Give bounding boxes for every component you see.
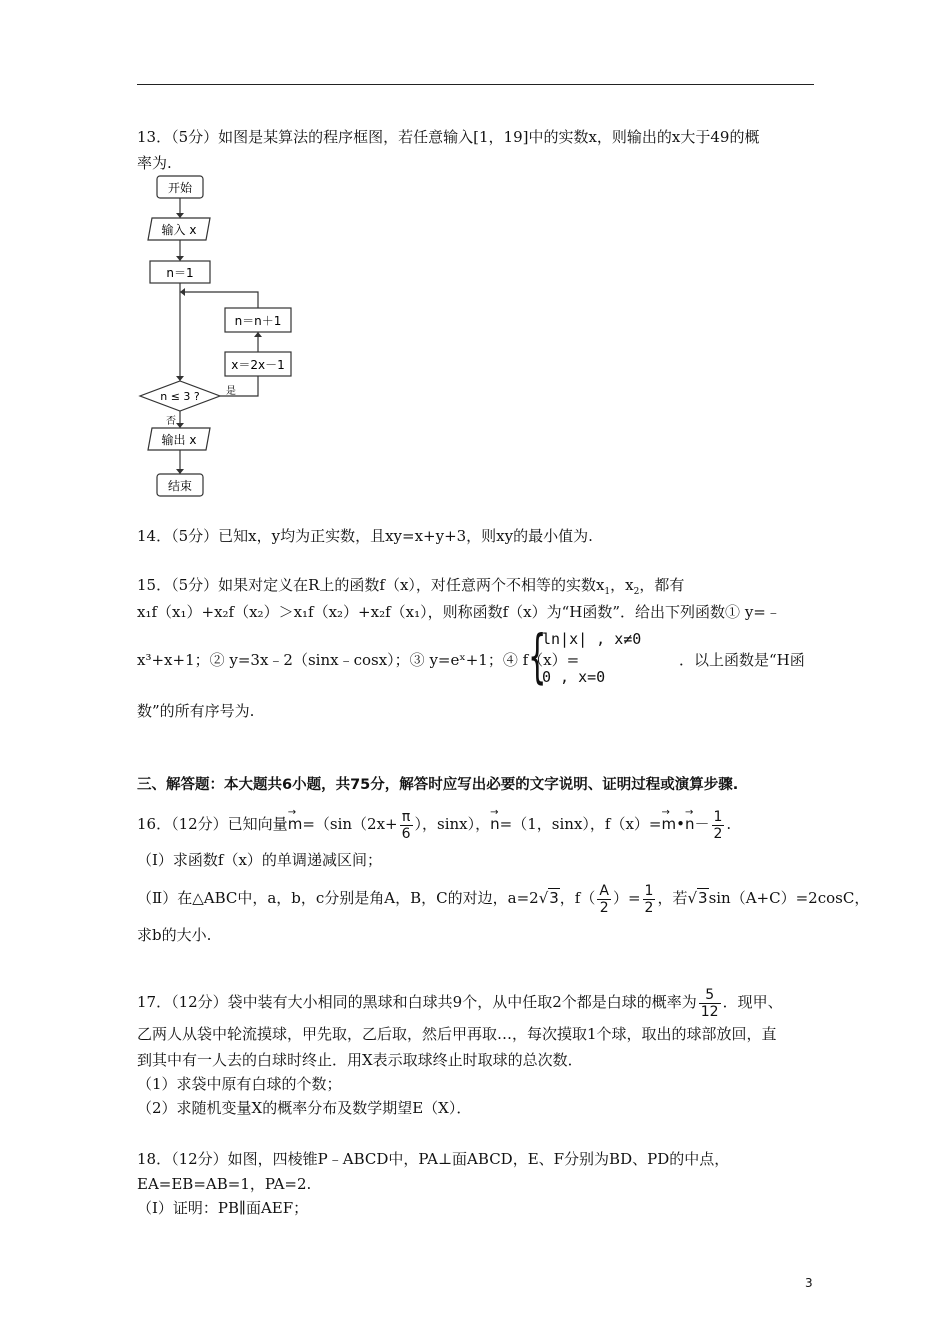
q16-n-expr: =（1，sinx），f（x）=	[499, 815, 662, 833]
q17-line1-a: 17．（12分）袋中装有大小相同的黑球和白球共9个，从中任取2个都是白球的概率为	[137, 993, 697, 1011]
q17-part1: （1）求袋中原有白球的个数；	[137, 1075, 342, 1093]
q16-m-expr-b: ），sinx），	[414, 815, 491, 833]
q15-line1-mid: ，x	[610, 576, 634, 594]
q16-m-expr-a: =（sin（2x+	[302, 815, 398, 833]
q16-part2-d: ，若	[657, 889, 688, 907]
q17-line3: 到其中有一人去的白球时终止．用X表示取球终止时取球的总次数．	[137, 1051, 583, 1069]
q15-line1-a: 15．（5分）如果对定义在R上的函数f（x），对任意两个不相等的实数x	[137, 576, 605, 594]
section-3-heading: 三、解答题：本大题共6小题，共75分，解答时应写出必要的文字说明、证明过程或演算步骤.	[137, 777, 739, 793]
q13-line2: 率为.	[137, 154, 172, 172]
minus-sign: －	[694, 815, 710, 833]
vector-n-2: → n	[685, 808, 695, 840]
frac-1-2	[712, 809, 725, 842]
flow-no-label: 否	[166, 416, 176, 427]
q18-line1: 18．（12分）如图，四棱锥P﹣ABCD中，PA⊥面ABCD，E、F分别为BD、PD的中点，	[137, 1150, 730, 1168]
frac-den: 6	[401, 825, 411, 842]
flow-output-label: 输出 x	[161, 433, 197, 447]
q15-sub1: 1	[604, 587, 611, 597]
q15-line2: x₁f（x₁）+x₂f（x₂）＞x₁f（x₂）+x₂f（x₁），则称函数f（x）为“H函数”．给出下列函数① y=﹣	[137, 603, 781, 621]
q16-part1: （Ⅰ）求函数f（x）的单调递减区间；	[137, 851, 382, 869]
q16-part2-b: ，f（	[559, 889, 596, 907]
flowchart	[130, 172, 310, 502]
q17-line1	[137, 986, 783, 1020]
q17-line2: 乙两人从袋中轮流摸球，甲先取，乙后取，然后甲再取…，每次摸取1个球，取出的球部放回，直	[137, 1025, 777, 1043]
frac-den: 2	[713, 825, 723, 842]
flow-input-label: 输入 x	[161, 223, 197, 237]
sqrt-radicand: 3	[698, 889, 708, 907]
frac-den: 12	[700, 1003, 719, 1020]
q15-line1	[137, 574, 684, 603]
piecewise-brace: {	[528, 622, 547, 690]
frac-num: 5	[699, 987, 721, 1004]
flow-yes-label: 是	[226, 386, 236, 397]
frac-A-2	[597, 883, 611, 916]
q16-part2-a: （Ⅱ）在△ABC中，a，b，c分别是角A，B，C的对边，a=2	[137, 889, 539, 907]
q15-line4: 数”的所有序号为.	[137, 702, 255, 720]
sqrt-radicand: 3	[549, 889, 559, 907]
frac-den: 2	[599, 899, 609, 916]
frac-5-12	[699, 987, 721, 1020]
q15-line1-end: ，都有	[639, 576, 685, 594]
q16-part2	[137, 882, 869, 916]
frac-num: π	[400, 809, 413, 826]
frac-num: 1	[644, 882, 654, 899]
q15-line3a: x³+x+1；② y=3x﹣2（sinx﹣cosx）；③ y=eˣ+1；④ f（x）=	[137, 651, 580, 669]
page-number: 3	[805, 1276, 813, 1290]
flow-init-label: n＝1	[166, 266, 194, 280]
q14-text: 14．（5分）已知x，y均为正实数，且xy=x+y+3，则xy的最小值为.	[137, 527, 593, 545]
q15-sub2: 2	[633, 587, 640, 597]
q16-prefix: 16．（12分）已知向量	[137, 815, 288, 833]
piecewise-row2: 0 , x=0	[542, 668, 606, 686]
q18-part1: （Ⅰ）证明：PB∥面AEF；	[137, 1199, 309, 1217]
sqrt-3-b: √3	[687, 889, 708, 907]
frac-num: 1	[713, 808, 723, 825]
flow-start-label: 开始	[167, 181, 193, 195]
header-rule	[137, 84, 814, 85]
piecewise-function	[528, 622, 678, 694]
q17-part2: （2）求随机变量X的概率分布及数学期望E（X）．	[137, 1099, 472, 1117]
q15-line3b: ．以上函数是“H函	[679, 651, 805, 669]
q16-part2-c: ）=	[612, 889, 641, 907]
q17-line1-b: ．现甲、	[722, 993, 783, 1011]
flow-update-label: x＝2x－1	[231, 358, 285, 372]
q16-line1	[137, 808, 731, 842]
q16-end: .	[726, 815, 732, 833]
frac-den: 2	[644, 899, 654, 916]
frac-pi-6	[400, 809, 413, 842]
q16-part2-line2: 求b的大小.	[137, 926, 212, 944]
vector-m-2: → m	[661, 808, 676, 840]
dot-operator: •	[676, 815, 685, 833]
flow-increment-label: n＝n＋1	[234, 314, 282, 328]
flow-end-label: 结束	[167, 479, 193, 493]
sqrt-3: √3	[538, 889, 559, 907]
vector-m: → m	[288, 808, 303, 840]
q16-part2-e: sin（A+C）=2cosC，	[708, 889, 870, 907]
frac-num: A	[599, 882, 609, 899]
frac-1-2-b	[643, 883, 656, 916]
flow-condition-label: n ≤ 3 ?	[160, 390, 200, 403]
piecewise-row1: ln|x| , x≠0	[542, 630, 642, 648]
q18-line2: EA=EB=AB=1，PA=2.	[137, 1175, 312, 1193]
vector-n: → n	[490, 808, 500, 840]
q13-line1: 13．（5分）如图是某算法的程序框图，若任意输入[1，19]中的实数x，则输出的x大于49的概	[137, 128, 760, 146]
